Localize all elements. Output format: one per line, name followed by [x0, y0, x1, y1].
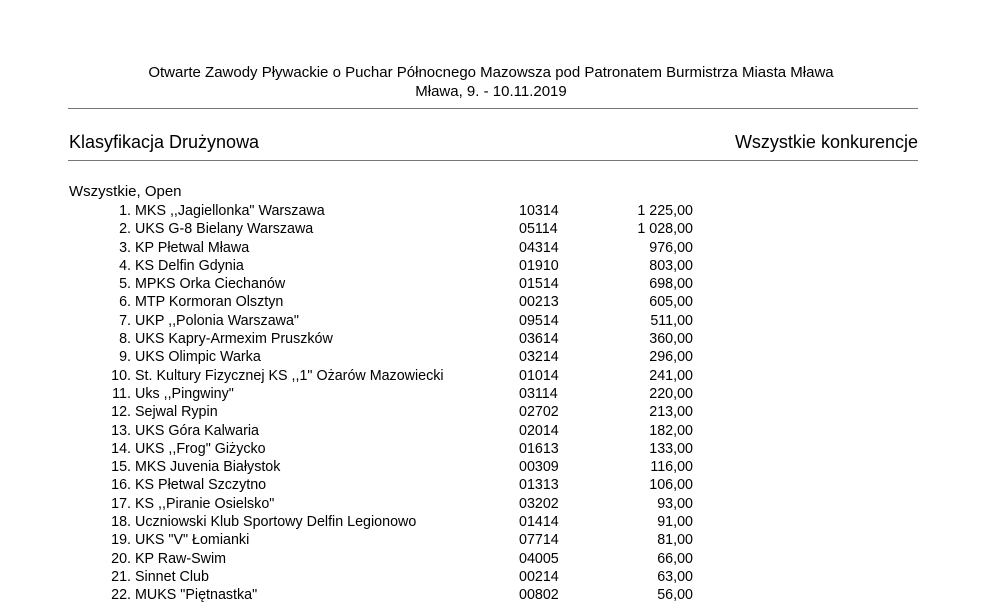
points-cell: 133,00 — [649, 440, 693, 457]
team-code-cell: 00309 — [519, 459, 559, 476]
rank-cell: 18. — [111, 514, 131, 531]
team-name-cell: MKS Juvenia Białystok — [135, 459, 281, 476]
document-title: Otwarte Zawody Pływackie o Puchar Północnego Mazowsza pod Patronatem Burmistrza Miasta Mława — [148, 64, 834, 81]
team-code-cell: 01514 — [519, 276, 559, 293]
team-code-cell: 04005 — [519, 550, 559, 567]
team-name-cell: Uczniowski Klub Sportowy Delfin Legionowo — [135, 514, 417, 531]
team-code-cell: 01910 — [519, 257, 559, 274]
table-row — [0, 257, 982, 275]
points-cell: 360,00 — [649, 331, 693, 348]
team-name-cell: UKP ,,Polonia Warszawa" — [135, 312, 299, 329]
team-name-cell: KS Płetwal Szczytno — [135, 477, 267, 494]
team-name-cell: KS Delfin Gdynia — [135, 257, 244, 274]
table-row — [0, 202, 982, 220]
rank-cell: 2. — [119, 221, 131, 238]
rank-cell: 12. — [111, 404, 131, 421]
rank-cell: 8. — [119, 331, 131, 348]
team-name-cell: Sinnet Club — [135, 568, 209, 585]
table-row — [0, 476, 982, 494]
section-divider — [68, 160, 918, 161]
team-name-cell: St. Kultury Fizycznej KS ,,1" Ożarów Mazowiecki — [135, 367, 444, 384]
table-row — [0, 367, 982, 385]
team-code-cell: 01014 — [519, 367, 559, 384]
rank-cell: 5. — [119, 276, 131, 293]
points-cell: 1 225,00 — [637, 203, 693, 219]
points-cell: 605,00 — [649, 294, 693, 311]
points-cell: 66,00 — [657, 550, 693, 567]
rank-cell: 22. — [111, 587, 131, 604]
table-row — [0, 275, 982, 293]
team-code-cell: 09514 — [519, 312, 559, 329]
team-code-cell: 10314 — [519, 203, 559, 219]
team-code-cell: 00213 — [519, 294, 559, 311]
points-cell: 63,00 — [657, 568, 693, 585]
table-row — [0, 495, 982, 513]
section-scope: Wszystkie konkurencje — [734, 132, 918, 152]
table-row — [0, 348, 982, 366]
table-row — [0, 586, 982, 604]
table-row — [0, 422, 982, 440]
table-row — [0, 312, 982, 330]
team-name-cell: KP Płetwal Mława — [135, 239, 250, 256]
team-name-cell: KP Raw-Swim — [135, 550, 227, 567]
table-row — [0, 293, 982, 311]
points-cell: 241,00 — [649, 367, 693, 384]
team-code-cell: 02702 — [519, 404, 559, 421]
rank-cell: 11. — [112, 385, 131, 402]
table-row — [0, 458, 982, 476]
table-row — [0, 403, 982, 421]
table-row — [0, 513, 982, 531]
team-code-cell: 03214 — [519, 349, 559, 366]
team-code-cell: 00214 — [519, 568, 559, 585]
rank-cell: 10. — [111, 367, 131, 384]
team-name-cell: MTP Kormoran Olsztyn — [135, 294, 284, 311]
team-name-cell: MUKS "Piętnastka" — [135, 587, 258, 604]
team-code-cell: 01613 — [519, 440, 559, 457]
team-name-cell: UKS Olimpic Warka — [135, 349, 261, 366]
points-cell: 56,00 — [657, 587, 693, 604]
points-cell: 213,00 — [649, 404, 693, 421]
rank-cell: 21. — [111, 568, 131, 585]
team-code-cell: 00802 — [519, 587, 559, 604]
points-cell: 698,00 — [649, 276, 693, 293]
team-name-cell: UKS ,,Frog" Giżycko — [135, 440, 266, 457]
team-code-cell: 03614 — [519, 331, 559, 348]
rank-cell: 20. — [111, 550, 131, 567]
table-row — [0, 550, 982, 568]
team-code-cell: 01414 — [519, 514, 559, 531]
team-name-cell: Uks ,,Pingwiny" — [135, 385, 234, 402]
table-row — [0, 568, 982, 586]
points-cell: 1 028,00 — [637, 221, 693, 238]
rank-cell: 15. — [111, 459, 131, 476]
section-title: Klasyfikacja Drużynowa — [69, 132, 260, 152]
rank-cell: 6. — [119, 294, 131, 311]
table-row — [0, 385, 982, 403]
table-row — [0, 330, 982, 348]
document-subtitle: Mława, 9. - 10.11.2019 — [415, 83, 567, 100]
points-cell: 93,00 — [657, 495, 693, 512]
points-cell: 296,00 — [649, 349, 693, 366]
team-code-cell: 01313 — [519, 477, 559, 494]
rank-cell: 1. — [119, 203, 131, 219]
team-code-cell: 05114 — [519, 221, 558, 238]
rank-cell: 4. — [119, 257, 131, 274]
table-row — [0, 220, 982, 238]
points-cell: 106,00 — [649, 477, 693, 494]
rank-cell: 17. — [111, 495, 131, 512]
header-divider — [68, 108, 918, 109]
team-code-cell: 02014 — [519, 422, 559, 439]
group-title: Wszystkie, Open — [69, 183, 182, 200]
team-code-cell: 03202 — [519, 495, 559, 512]
team-name-cell: Sejwal Rypin — [135, 404, 218, 421]
points-cell: 116,00 — [650, 459, 693, 476]
points-cell: 81,00 — [657, 532, 693, 549]
team-code-cell: 04314 — [519, 239, 559, 256]
team-code-cell: 03114 — [519, 385, 558, 402]
rank-cell: 16. — [111, 477, 131, 494]
rank-cell: 14. — [111, 440, 131, 457]
team-name-cell: UKS "V" Łomianki — [135, 532, 250, 549]
points-cell: 91,00 — [657, 514, 693, 531]
points-cell: 803,00 — [649, 257, 693, 274]
points-cell: 511,00 — [650, 312, 693, 329]
rank-cell: 13. — [111, 422, 131, 439]
points-cell: 182,00 — [649, 422, 693, 439]
team-name-cell: UKS Góra Kalwaria — [135, 422, 259, 439]
team-name-cell: UKS G-8 Bielany Warszawa — [135, 221, 314, 238]
team-name-cell: MKS ,,Jagiellonka" Warszawa — [135, 203, 325, 219]
team-code-cell: 07714 — [519, 532, 559, 549]
rank-cell: 7. — [119, 312, 131, 329]
rank-cell: 19. — [111, 532, 131, 549]
table-row — [0, 531, 982, 549]
points-cell: 976,00 — [649, 239, 693, 256]
points-cell: 220,00 — [649, 385, 693, 402]
table-row — [0, 239, 982, 257]
team-name-cell: KS ,,Piranie Osielsko" — [135, 495, 275, 512]
rank-cell: 9. — [119, 349, 131, 366]
results-table — [0, 202, 982, 605]
team-name-cell: MPKS Orka Ciechanów — [135, 276, 286, 293]
rank-cell: 3. — [119, 239, 131, 256]
table-row — [0, 440, 982, 458]
team-name-cell: UKS Kapry-Armexim Pruszków — [135, 331, 333, 348]
